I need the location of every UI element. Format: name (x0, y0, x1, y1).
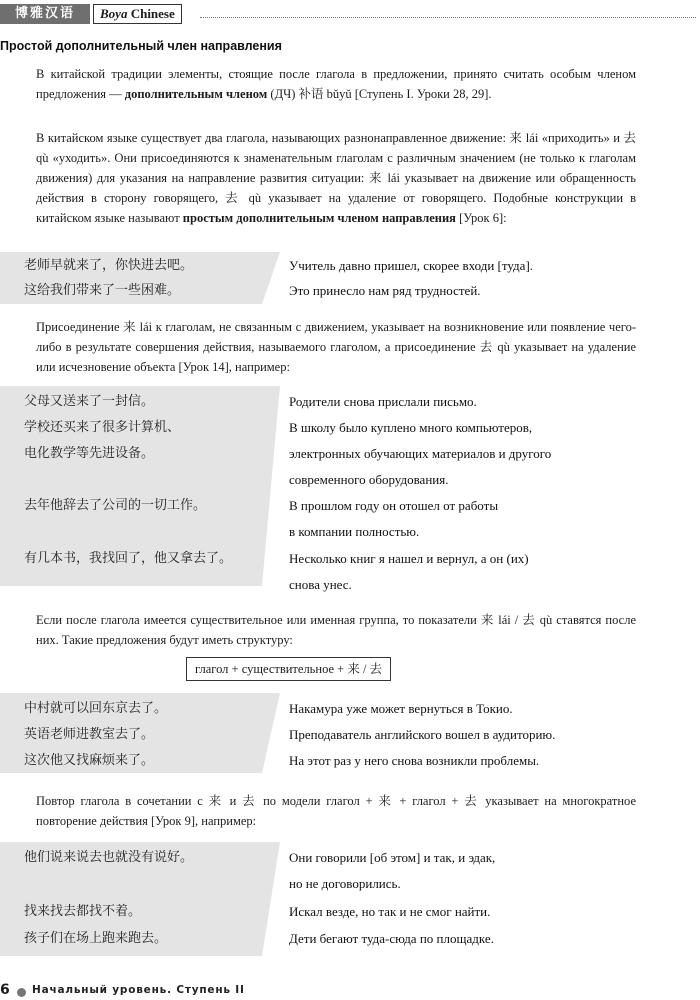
example-translation: электронных обучающих материалов и другого (289, 446, 552, 461)
example-translation: снова унес. (289, 577, 352, 592)
example-row (0, 494, 700, 518)
example-translation: но не договорились. (289, 876, 401, 891)
example-row (0, 697, 700, 721)
example-row (0, 872, 700, 896)
example-translation: Дети бегают туда-сюда по площадке. (289, 931, 494, 946)
p2-text-c: [Урок 6]: (455, 211, 507, 225)
example-translation: На этот раз у него снова возникли проблемы. (289, 753, 540, 768)
example-translation: в компании полностью. (289, 524, 420, 539)
example-translation: Родители снова прислали письмо. (289, 394, 477, 409)
page-footer (0, 984, 700, 1000)
bullet-dot-icon (17, 988, 26, 997)
brand-english-italic: Boya (100, 6, 128, 21)
p1-text-c: (ДЧ) 补语 bǔyǔ [Ступень I. Уроки 28, 29]. (267, 87, 492, 101)
example-translation: Они говорили [об этом] и так, и эдак, (289, 850, 496, 865)
structure-formula-box: глагол + существительное + 来 / 去 (186, 657, 391, 681)
example-row (0, 749, 700, 773)
example-translation: современного оборудования. (289, 472, 449, 487)
example-row (0, 468, 700, 492)
brand-english-title (93, 4, 182, 24)
section-title: Простой дополнительный член направления (0, 39, 282, 53)
paragraph-intro (36, 64, 636, 104)
example-chinese: 这次他又找麻烦来了。 (24, 753, 155, 768)
paragraph-noun-placement: Если после глагола имеется существительное или именная группа, то показатели 来 lái / 去 qù ставятся после них. Такие предложения будут иметь структуру: (36, 613, 636, 647)
p2-term: простым дополнительным членом направления (182, 211, 456, 225)
header-dotted-rule (200, 17, 696, 18)
page-number: 6 (0, 982, 10, 998)
example-translation: В прошлом году он отошел от работы (289, 498, 499, 513)
example-translation: Преподаватель английского вошел в аудиторию. (289, 727, 556, 742)
example-chinese: 中村就可以回东京去了。 (24, 701, 168, 716)
example-chinese: 英语老师进教室去了。 (24, 727, 155, 742)
p1-text-a: В китайской традиции элементы, стоящие после глагола в предложении, принято считать особым членом предложения — (36, 67, 636, 101)
p1-term: дополнительным членом (124, 87, 268, 101)
example-translation: Накамура уже может вернуться в Токио. (289, 701, 513, 716)
paragraph-verb-repetition: Повтор глагола в сочетании с 来 и 去 по модели глагол + 来 + глагол + 去 указывает на многократное повторение действия [Урок 9], например: (36, 794, 636, 828)
p2-text-a: В китайском языке существует два глагола, называющих разнонаправленное движение: 来 lái «приходить» и 去 qù «уходить». Они присоединяются к знаменательным глаголам с различным значением (не только к глаголам движения) для указания на направление развития ситуации: 来 lái указывает на движение или обращенность действия в сторону говорящего, 去 qù указывает на удаление от говорящего. Подобные конструкции в китайском языке называют (36, 131, 636, 225)
example-translation: Учитель давно пришел, скорее входи [туда]. (289, 258, 534, 273)
brand-english-rest: Chinese (127, 6, 175, 21)
example-row (0, 442, 700, 466)
example-row (0, 279, 700, 303)
example-chinese: 学校还买来了很多计算机、 (24, 420, 181, 435)
example-chinese: 孩子们在场上跑来跑去。 (24, 931, 168, 946)
example-row (0, 254, 700, 278)
example-translation: Это принесло нам ряд трудностей. (289, 283, 481, 298)
example-row (0, 547, 700, 571)
example-translation: Несколько книг я нашел и вернул, а он (их) (289, 551, 529, 566)
example-chinese: 老师早就来了，你快进去吧。 (24, 258, 194, 273)
example-translation: В школу было куплено много компьютеров, (289, 420, 533, 435)
example-translation: Искал везде, но так и не смог найти. (289, 904, 491, 919)
example-chinese: 有几本书，我找回了，他又拿去了。 (24, 551, 233, 566)
example-chinese: 电化教学等先进设备。 (24, 446, 155, 461)
example-row (0, 927, 700, 951)
example-chinese: 去年他辞去了公司的一切工作。 (24, 498, 207, 513)
example-chinese: 这给我们带来了一些困难。 (24, 283, 181, 298)
example-row (0, 390, 700, 414)
example-row (0, 900, 700, 924)
example-row (0, 573, 700, 597)
page-header (0, 4, 700, 26)
example-chinese: 父母又送来了一封信。 (24, 394, 155, 409)
brand-chinese-title: 博雅汉语 (0, 4, 90, 24)
example-row (0, 520, 700, 544)
footer-level-label: Начальный уровень. Ступень II (32, 984, 245, 996)
paragraph-lai-qu-meaning: Присоединение 来 lái к глаголам, не связанным с движением, указывает на возникновение или появление чего-либо в результате совершения действия, называемого глаголом, а присоединение 去 qù указывает на удаление или исчезновение объекта [Урок 14], например: (36, 320, 636, 374)
example-row (0, 723, 700, 747)
example-chinese: 找来找去都找不着。 (24, 904, 142, 919)
example-chinese: 他们说来说去也就没有说好。 (24, 850, 194, 865)
paragraph-direction (36, 128, 636, 228)
example-row (0, 846, 700, 870)
example-row (0, 416, 700, 440)
